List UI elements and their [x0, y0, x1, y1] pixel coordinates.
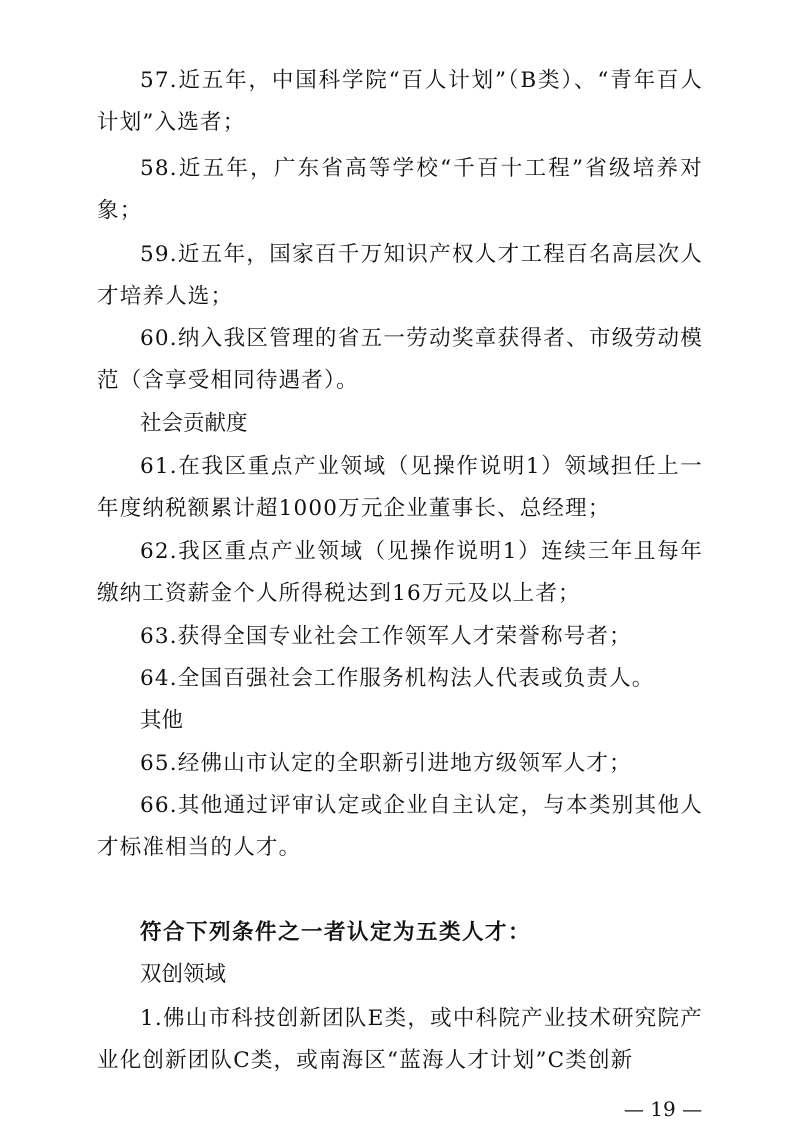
section-heading-innovation: 双创领域 [140, 962, 227, 987]
section-heading-social-contribution: 社会贡献度 [140, 411, 248, 436]
item-66: 66.其他通过评审认定或企业自主认定，与本类别其他人才标准相当的人才。 [97, 793, 703, 860]
item-1: 1.佛山市科技创新团队E类，或中科院产业技术研究院产业化创新团队C类，或南海区“蓝海人才计划”C类创新 [97, 1006, 703, 1073]
item-57: 57.近五年，中国科学院“百人计划”（B类）、“青年百人计划”入选者； [97, 68, 703, 135]
item-65: 65.经佛山市认定的全职新引进地方级领军人才； [140, 751, 632, 776]
item-61: 61.在我区重点产业领域（见操作说明1）领域担任上一年度纳税额累计超1000万元企业董事长、总经理； [97, 454, 703, 521]
item-58: 58.近五年，广东省高等学校“千百十工程”省级培养对象； [97, 156, 703, 223]
category-five-heading: 符合下列条件之一者认定为五类人才： [140, 920, 532, 945]
item-59: 59.近五年，国家百千万知识产权人才工程百名高层次人才培养人选； [97, 242, 703, 309]
item-63: 63.获得全国专业社会工作领军人才荣誉称号者； [140, 624, 632, 649]
item-62: 62.我区重点产业领域（见操作说明1）连续三年且每年缴纳工资薪金个人所得税达到16万元及以上者； [97, 539, 703, 606]
section-heading-other: 其他 [140, 708, 184, 733]
item-60: 60.纳入我区管理的省五一劳动奖章获得者、市级劳动模范（含享受相同待遇者）。 [97, 326, 703, 393]
item-64: 64.全国百强社会工作服务机构法人代表或负责人。 [140, 666, 655, 691]
page-number: — 19 — [623, 1097, 703, 1121]
